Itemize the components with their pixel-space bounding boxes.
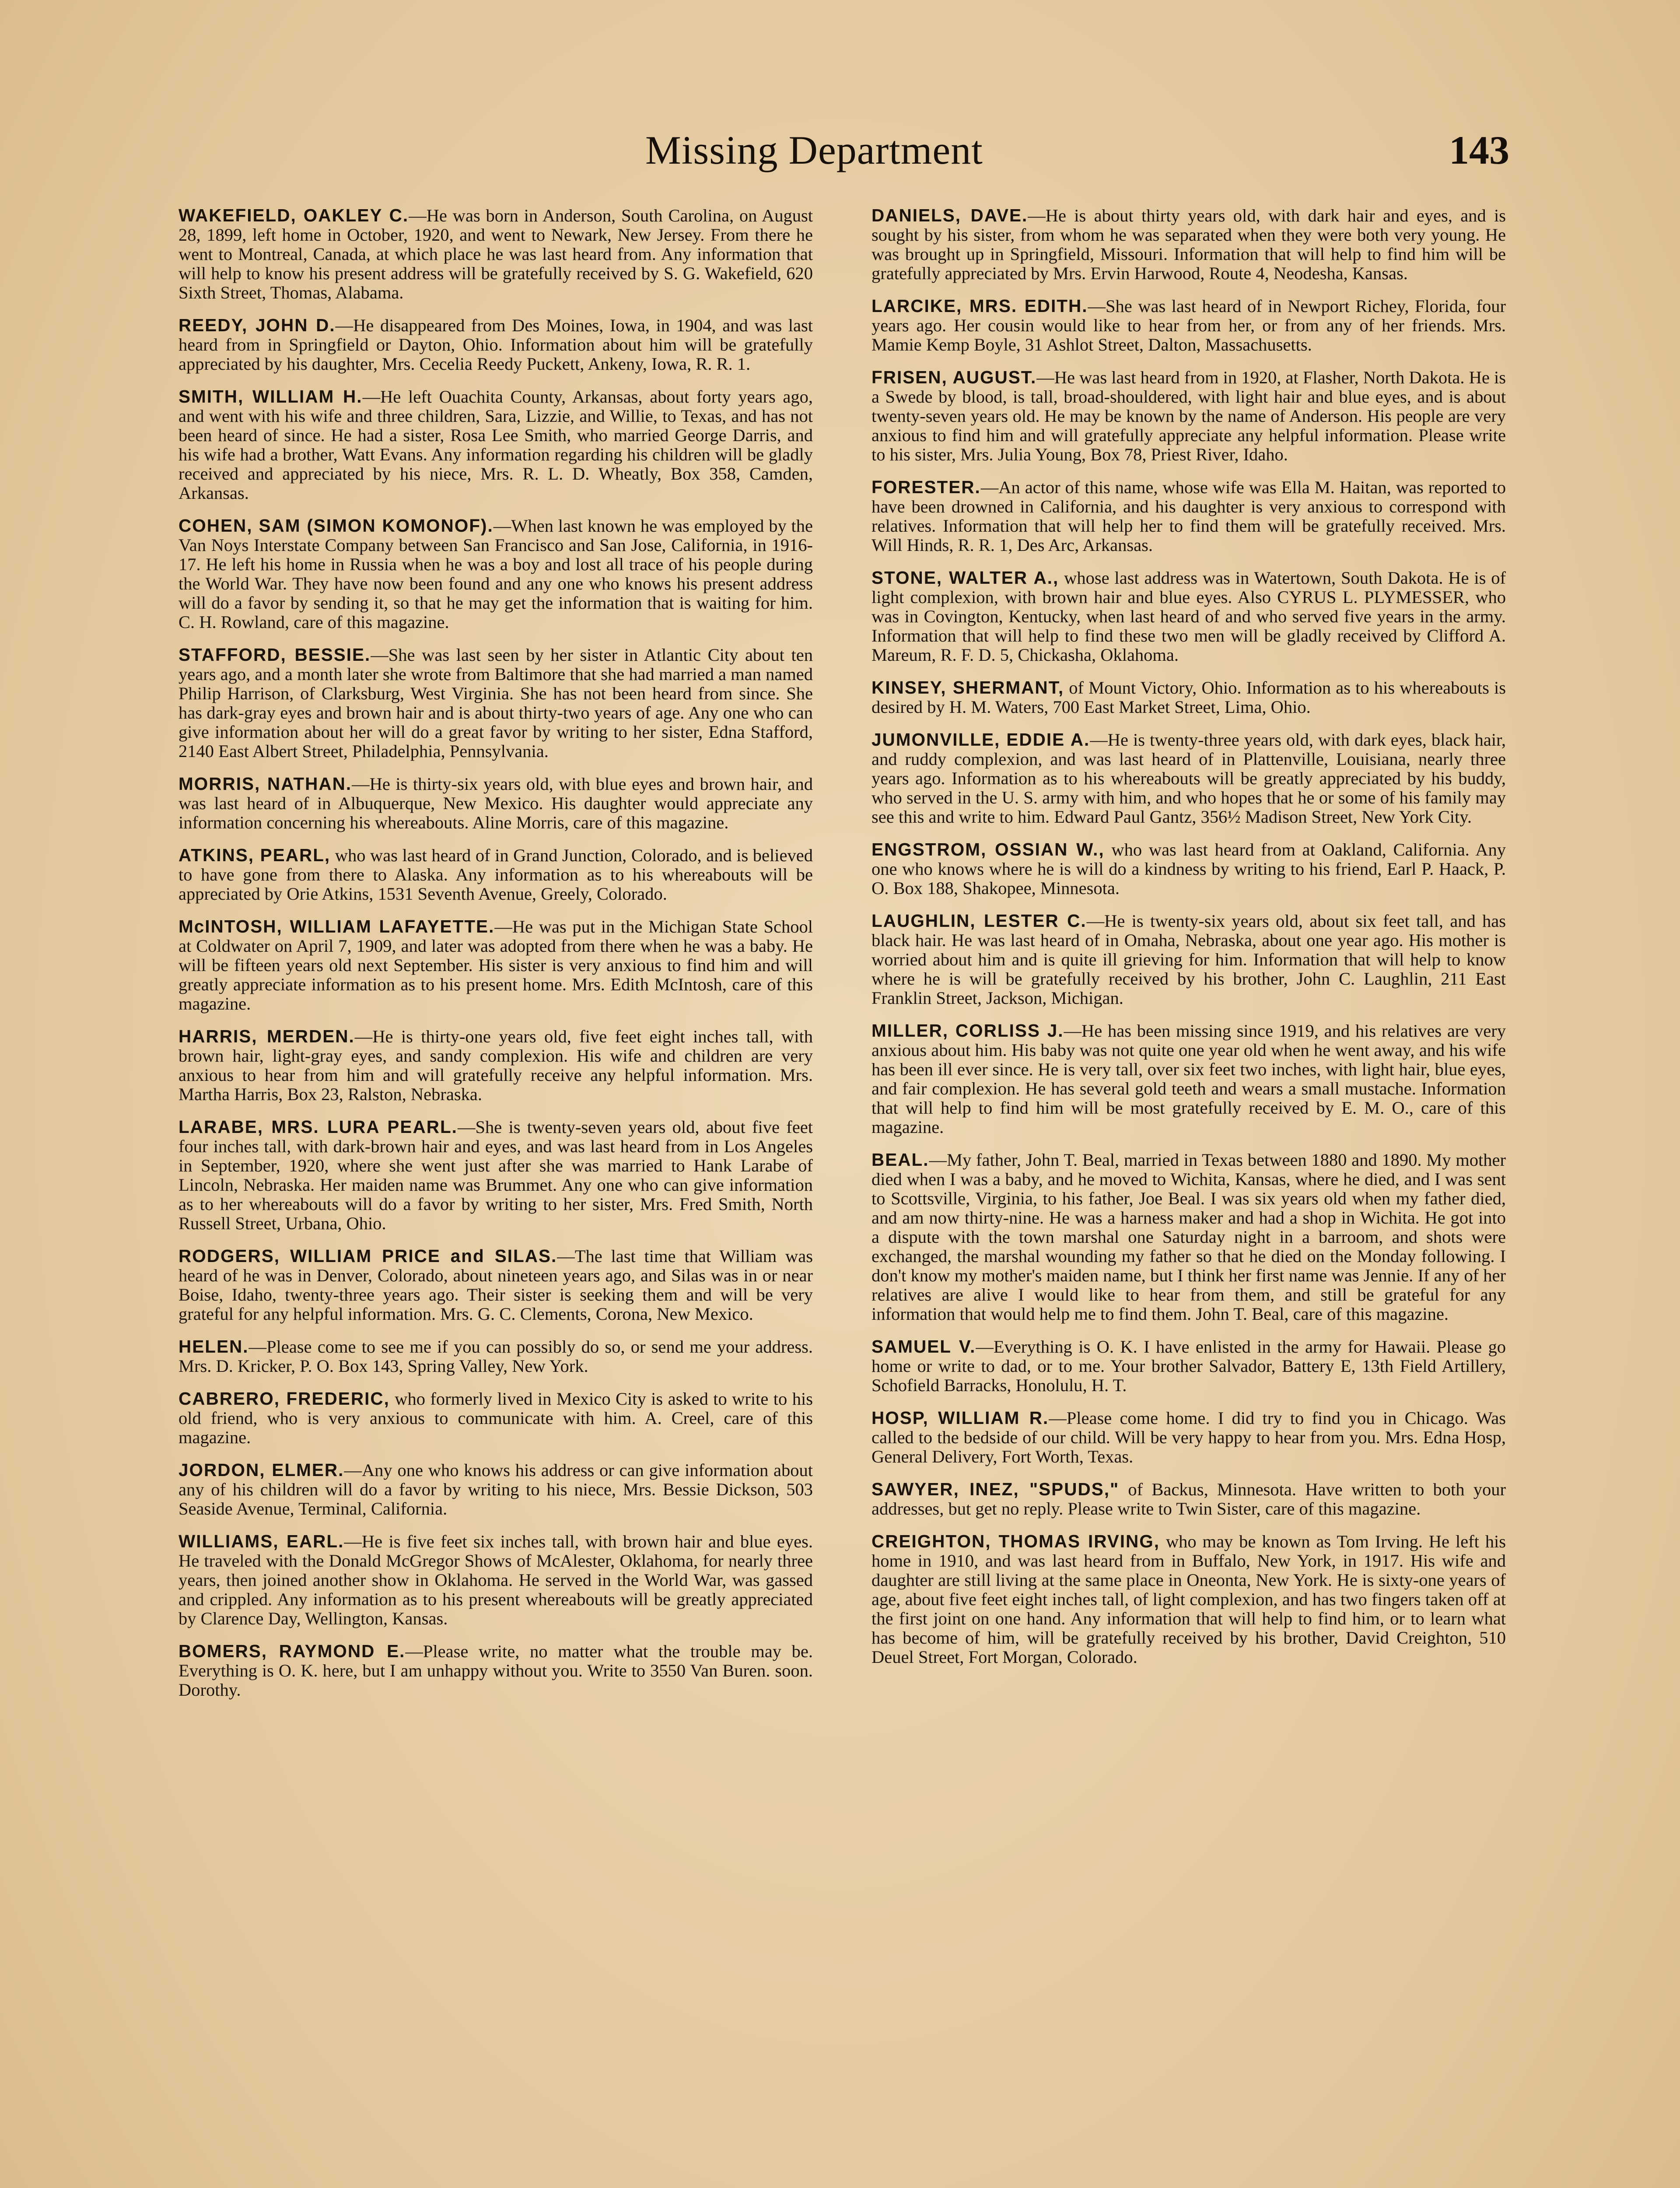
notice-entry xyxy=(872,1480,1506,1518)
notice-name: BOMERS, RAYMOND E. xyxy=(178,1641,406,1661)
notice-name: CABRERO, FREDERIC, xyxy=(178,1389,390,1409)
notice-entry xyxy=(178,645,813,761)
notice-text: who formerly lived in Mexico City is asked to write to his old friend, who is very anxious to communicate with him. A. Creel, care of this magazine. xyxy=(178,1389,813,1447)
notice-name: McINTOSH, WILLIAM LAFAYETTE. xyxy=(178,916,495,936)
notice-name: LARABE, MRS. LURA PEARL. xyxy=(178,1117,458,1137)
notice-entry xyxy=(178,1246,813,1324)
notice-text: of Backus, Minnesota. Have written to both your addresses, but get no reply. Please write to Twin Sister, care of this magazine. xyxy=(872,1480,1506,1518)
notice-name: HOSP, WILLIAM R. xyxy=(872,1408,1049,1428)
notice-entry xyxy=(178,516,813,632)
notice-name: HARRIS, MERDEN. xyxy=(178,1026,355,1046)
notice-text: whose last address was in Watertown, South Dakota. He is of light complexion, with brown hair and blue eyes. Also CYRUS L. PLYMESSER, who was in Covington, Kentucky, when last heard of and who served five years in the army. Information that will help to find these two men will be gladly received by Clifford A. Mareum, R. F. D. 5, Chickasha, Oklahoma. xyxy=(872,568,1506,665)
notice-text: —The last time that William was heard of he was in Denver, Colorado, about nineteen years ago, and Silas was in or near Boise, Idaho, twenty-three years ago. Their sister is seeking them and will be very grateful for any helpful information. Mrs. G. C. Clements, Corona, New Mexico. xyxy=(178,1246,813,1324)
notice-text: —He left Ouachita County, Arkansas, about forty years ago, and went with his wife and three children, Sara, Lizzie, and Willie, to Texas, and has not been heard of since. He had a sister, Rosa Lee Smith, who married George Darris, and his wife had a brother, Watt Evans. Any information regarding his children will be gladly received and appreciated by his niece, Mrs. R. L. D. Wheatly, Box 358, Camden, Arkansas. xyxy=(178,387,813,503)
notice-name: LAUGHLIN, LESTER C. xyxy=(872,911,1087,931)
notice-text: —An actor of this name, whose wife was Ella M. Haitan, was reported to have been drowned in California, and his daughter is very anxious to correspond with relatives. Information that will help her to find them will be gratefully received. Mrs. Will Hinds, R. R. 1, Des Arc, Arkansas. xyxy=(872,477,1506,555)
notice-entry xyxy=(872,296,1506,354)
notice-name: COHEN, SAM (SIMON KOMONOF). xyxy=(178,515,494,536)
notice-entry xyxy=(178,316,813,374)
notice-text: —He is twenty-three years old, with dark eyes, black hair, and ruddy complexion, and was last heard of in Plattenville, Louisiana, nearly three years ago. Information as to his whereabouts will be greatly appreciated by his buddy, who served in the U. S. army with him, and who hopes that he or some of his family may see this and write to him. Edward Paul Gantz, 356½ Madison Street, New York City. xyxy=(872,730,1506,827)
notice-name: ENGSTROM, OSSIAN W., xyxy=(872,839,1105,859)
notice-entry xyxy=(872,568,1506,665)
notice-name: FRISEN, AUGUST. xyxy=(872,367,1037,387)
notice-entry xyxy=(178,1337,813,1376)
notice-entry xyxy=(178,1460,813,1518)
notice-text: —My father, John T. Beal, married in Texas between 1880 and 1890. My mother died when I was a baby, and he moved to Wichita, Kansas, where he died, and I was sent to Scottsville, Virginia, to his father, Joe Beal. I was six years old when my father died, and am now thirty-nine. He was a harness maker and had a shop in Wichita. He got into a dispute with the town marshal one Saturday night in a barroom, and shots were exchanged, the marshal wounding my father so that he died on the Monday following. I don't know my mother's maiden name, but I think her first name was Jennie. If any of her relatives are alive I would like to hear from them, and still be grateful for any information that would help me to find them. John T. Beal, care of this magazine. xyxy=(872,1150,1506,1324)
notice-text: who may be known as Tom Irving. He left his home in 1910, and was last heard from in Buffalo, New York, in 1917. His wife and daughter are still living at the same place in Oneonta, New York. He is sixty-one years of age, about five feet eight inches tall, of light complexion, and has two fingers taken off at the first joint on one hand. Any information that will help to find him, or to learn what has become of him, will be gratefully received by his brother, David Creighton, 510 Deuel Street, Fort Morgan, Colorado. xyxy=(872,1532,1506,1667)
notice-name: ATKINS, PEARL, xyxy=(178,845,331,865)
notice-entry xyxy=(178,917,813,1013)
notice-entry xyxy=(872,730,1506,827)
notice-text: —When last known he was employed by the Van Noys Interstate Company between San Francisco and San Jose, California, in 1916-17. He left his home in Russia when he was a boy and lost all trace of his people during the World War. They have now been found and any one who knows his present address will do a favor by sending it, so that he may get the information that is waiting for him. C. H. Rowland, care of this magazine. xyxy=(178,516,813,632)
notice-name: LARCIKE, MRS. EDITH. xyxy=(872,296,1088,316)
notice-text: —He was last heard from in 1920, at Flasher, North Dakota. He is a Swede by blood, is tall, broad-shouldered, with light hair and blue eyes, and is about twenty-seven years old. He may be known by the name of Anderson. His people are very anxious to find him and will gratefully appreciate any helpful information. Please write to his sister, Mrs. Julia Young, Box 78, Priest River, Idaho. xyxy=(872,368,1506,464)
notice-name: BEAL. xyxy=(872,1150,929,1170)
notice-text: —He is twenty-six years old, about six feet tall, and has black hair. He was last heard of in Omaha, Nebraska, about one year ago. His mother is worried about him and is quite ill grieving for him. Information that will help to know where he is will be gratefully received by his brother, John C. Laughlin, 211 East Franklin Street, Jackson, Michigan. xyxy=(872,911,1506,1008)
notice-name: SAWYER, INEZ, "SPUDS," xyxy=(872,1479,1120,1499)
notice-entry xyxy=(872,477,1506,555)
notice-entry xyxy=(178,774,813,832)
notice-text: —He is thirty-one years old, five feet eight inches tall, with brown hair, light-gray eyes, and sandy complexion. His wife and children are very anxious to hear from him and will gratefully receive any helpful information. Mrs. Martha Harris, Box 23, Ralston, Nebraska. xyxy=(178,1027,813,1104)
notice-text: —Please write, no matter what the trouble may be. Everything is O. K. here, but I am unhappy without you. Write to 3550 Van Buren. soon. Dorothy. xyxy=(178,1641,813,1700)
notice-entry xyxy=(872,678,1506,717)
notice-name: HELEN. xyxy=(178,1336,249,1357)
notice-entry xyxy=(872,368,1506,464)
notice-entry xyxy=(872,911,1506,1008)
notice-name: SAMUEL V. xyxy=(872,1336,976,1357)
notice-text: —Please come to see me if you can possibly do so, or send me your address. Mrs. D. Kricker, P. O. Box 143, Spring Valley, New York. xyxy=(178,1337,813,1376)
notice-name: JORDON, ELMER. xyxy=(178,1460,344,1480)
notice-name: RODGERS, WILLIAM PRICE and SILAS. xyxy=(178,1246,557,1266)
notice-name: REEDY, JOHN D. xyxy=(178,315,336,335)
page-title: Missing Department xyxy=(645,128,983,172)
notice-text: —He is five feet six inches tall, with brown hair and blue eyes. He traveled with the Donald McGregor Shows of McAlester, Oklahoma, for nearly three years, then joined another show in Oklahoma. He served in the World War, was gassed and crippled. Any information as to his present whereabouts will be greatly appreciated by Clarence Day, Wellington, Kansas. xyxy=(178,1532,813,1628)
notice-text: —Any one who knows his address or can give information about any of his children will do a favor by writing to his niece, Mrs. Bessie Dickson, 503 Seaside Avenue, Terminal, California. xyxy=(178,1460,813,1518)
page-number: 143 xyxy=(1449,128,1509,172)
notice-text: —He was put in the Michigan State School at Coldwater on April 7, 1909, and later was adopted from there when he was a baby. He will be fifteen years old next September. His sister is very anxious to find him and will greatly appreciate information as to his present home. Mrs. Edith McIntosh, care of this magazine. xyxy=(178,917,813,1013)
notice-text: of Mount Victory, Ohio. Information as to his whereabouts is desired by H. M. Waters, 700 East Market Street, Lima, Ohio. xyxy=(872,678,1506,717)
notice-name: CREIGHTON, THOMAS IRVING, xyxy=(872,1531,1160,1551)
notice-name: MILLER, CORLISS J. xyxy=(872,1020,1064,1041)
notice-name: STONE, WALTER A., xyxy=(872,568,1059,588)
notice-text: —She was last heard of in Newport Richey, Florida, four years ago. Her cousin would like to hear from her, or from any of her friends. Mrs. Mamie Kemp Boyle, 31 Ashlot Street, Dalton, Massachusetts. xyxy=(872,296,1506,354)
notice-entry xyxy=(872,1337,1506,1395)
notice-text: —Everything is O. K. I have enlisted in the army for Hawaii. Please go home or write to dad, or to me. Your brother Salvador, Battery E, 13th Field Artillery, Schofield Barracks, Honolulu, H. T. xyxy=(872,1337,1506,1395)
right-column xyxy=(872,206,1506,1680)
notice-text: —He is thirty-six years old, with blue eyes and brown hair, and was last heard of in Albuquerque, New Mexico. His daughter would appreciate any information concerning his whereabouts. Aline Morris, care of this magazine. xyxy=(178,774,813,832)
page-header xyxy=(0,127,1680,179)
notice-name: SMITH, WILLIAM H. xyxy=(178,386,363,407)
notice-entry xyxy=(178,1641,813,1700)
left-column xyxy=(178,206,813,1713)
notice-name: JUMONVILLE, EDDIE A. xyxy=(872,729,1090,750)
notice-entry xyxy=(872,1150,1506,1324)
notice-entry xyxy=(178,1532,813,1628)
notice-name: FORESTER. xyxy=(872,477,981,497)
notice-name: WILLIAMS, EARL. xyxy=(178,1531,344,1551)
notice-entry xyxy=(872,1408,1506,1466)
notice-entry xyxy=(872,840,1506,898)
notice-text: —He is about thirty years old, with dark hair and eyes, and is sought by his sister, from whom he was separated when they were both very young. He was brought up in Springfield, Missouri. Information that will help to find him will be gratefully appreciated by Mrs. Ervin Harwood, Route 4, Neodesha, Kansas. xyxy=(872,206,1506,283)
notice-text: —He has been missing since 1919, and his relatives are very anxious about him. His baby was not quite one year old when he went away, and his wife has been ill ever since. He is very tall, over six feet two inches, with light hair, blue eyes, and fair complexion. He has several gold teeth and wears a small mustache. Information that will help to find him will be most gratefully received by E. M. O., care of this magazine. xyxy=(872,1021,1506,1137)
notice-text: —He was born in Anderson, South Carolina, on August 28, 1899, left home in October, 1920, and went to Newark, New Jersey. From there he went to Montreal, Canada, at which place he was last heard from. Any information that will help to know his present address will be gratefully received by S. G. Wakefield, 620 Sixth Street, Thomas, Alabama. xyxy=(178,206,813,302)
notice-entry xyxy=(178,1027,813,1104)
notice-text: who was last heard of in Grand Junction, Colorado, and is believed to have gone from there to Alaska. Any information as to his whereabouts will be appreciated by Orie Atkins, 1531 Seventh Avenue, Greely, Colorado. xyxy=(178,845,813,904)
notice-entry xyxy=(178,845,813,904)
notice-entry xyxy=(178,1389,813,1447)
notice-entry xyxy=(178,1117,813,1233)
notice-text: —He disappeared from Des Moines, Iowa, in 1904, and was last heard from in Springfield or Dayton, Ohio. Information about him will be gratefully appreciated by his daughter, Mrs. Cecelia Reedy Puckett, Ankeny, Iowa, R. R. 1. xyxy=(178,316,813,374)
notice-text: —She is twenty-seven years old, about five feet four inches tall, with dark-brown hair and eyes, and was last heard from in Los Angeles in September, 1920, where she went just after she was married to Hank Larabe of Lincoln, Nebraska. Her maiden name was Brummet. Any one who can give information as to her whereabouts will do a favor by writing to her sister, Mrs. Fred Smith, North Russell Street, Urbana, Ohio. xyxy=(178,1117,813,1233)
notice-entry xyxy=(178,206,813,302)
notice-entry xyxy=(178,387,813,503)
notice-name: STAFFORD, BESSIE. xyxy=(178,645,371,665)
notice-text: —Please come home. I did try to find you in Chicago. Was called to the bedside of our child. Will be very happy to hear from you. Mrs. Edna Hosp, General Delivery, Fort Worth, Texas. xyxy=(872,1408,1506,1466)
notice-text: —She was last seen by her sister in Atlantic City about ten years ago, and a month later she wrote from Baltimore that she had married a man named Philip Harrison, of Clarksburg, West Virginia. She has not been heard from since. She has dark-gray eyes and brown hair and is about thirty-two years of age. Any one who can give information about her will do a great favor by writing to her sister, Edna Stafford, 2140 East Albert Street, Philadelphia, Pennsylvania. xyxy=(178,645,813,761)
notice-name: WAKEFIELD, OAKLEY C. xyxy=(178,205,409,225)
notice-name: DANIELS, DAVE. xyxy=(872,205,1028,225)
notice-name: MORRIS, NATHAN. xyxy=(178,774,352,794)
notice-entry xyxy=(872,206,1506,283)
notice-entry xyxy=(872,1021,1506,1137)
notice-entry xyxy=(872,1532,1506,1667)
notice-name: KINSEY, SHERMANT, xyxy=(872,677,1064,698)
notice-text: who was last heard from at Oakland, California. Any one who knows where he is will do a kindness by writing to his friend, Earl P. Haack, P. O. Box 188, Shakopee, Minnesota. xyxy=(872,840,1506,898)
